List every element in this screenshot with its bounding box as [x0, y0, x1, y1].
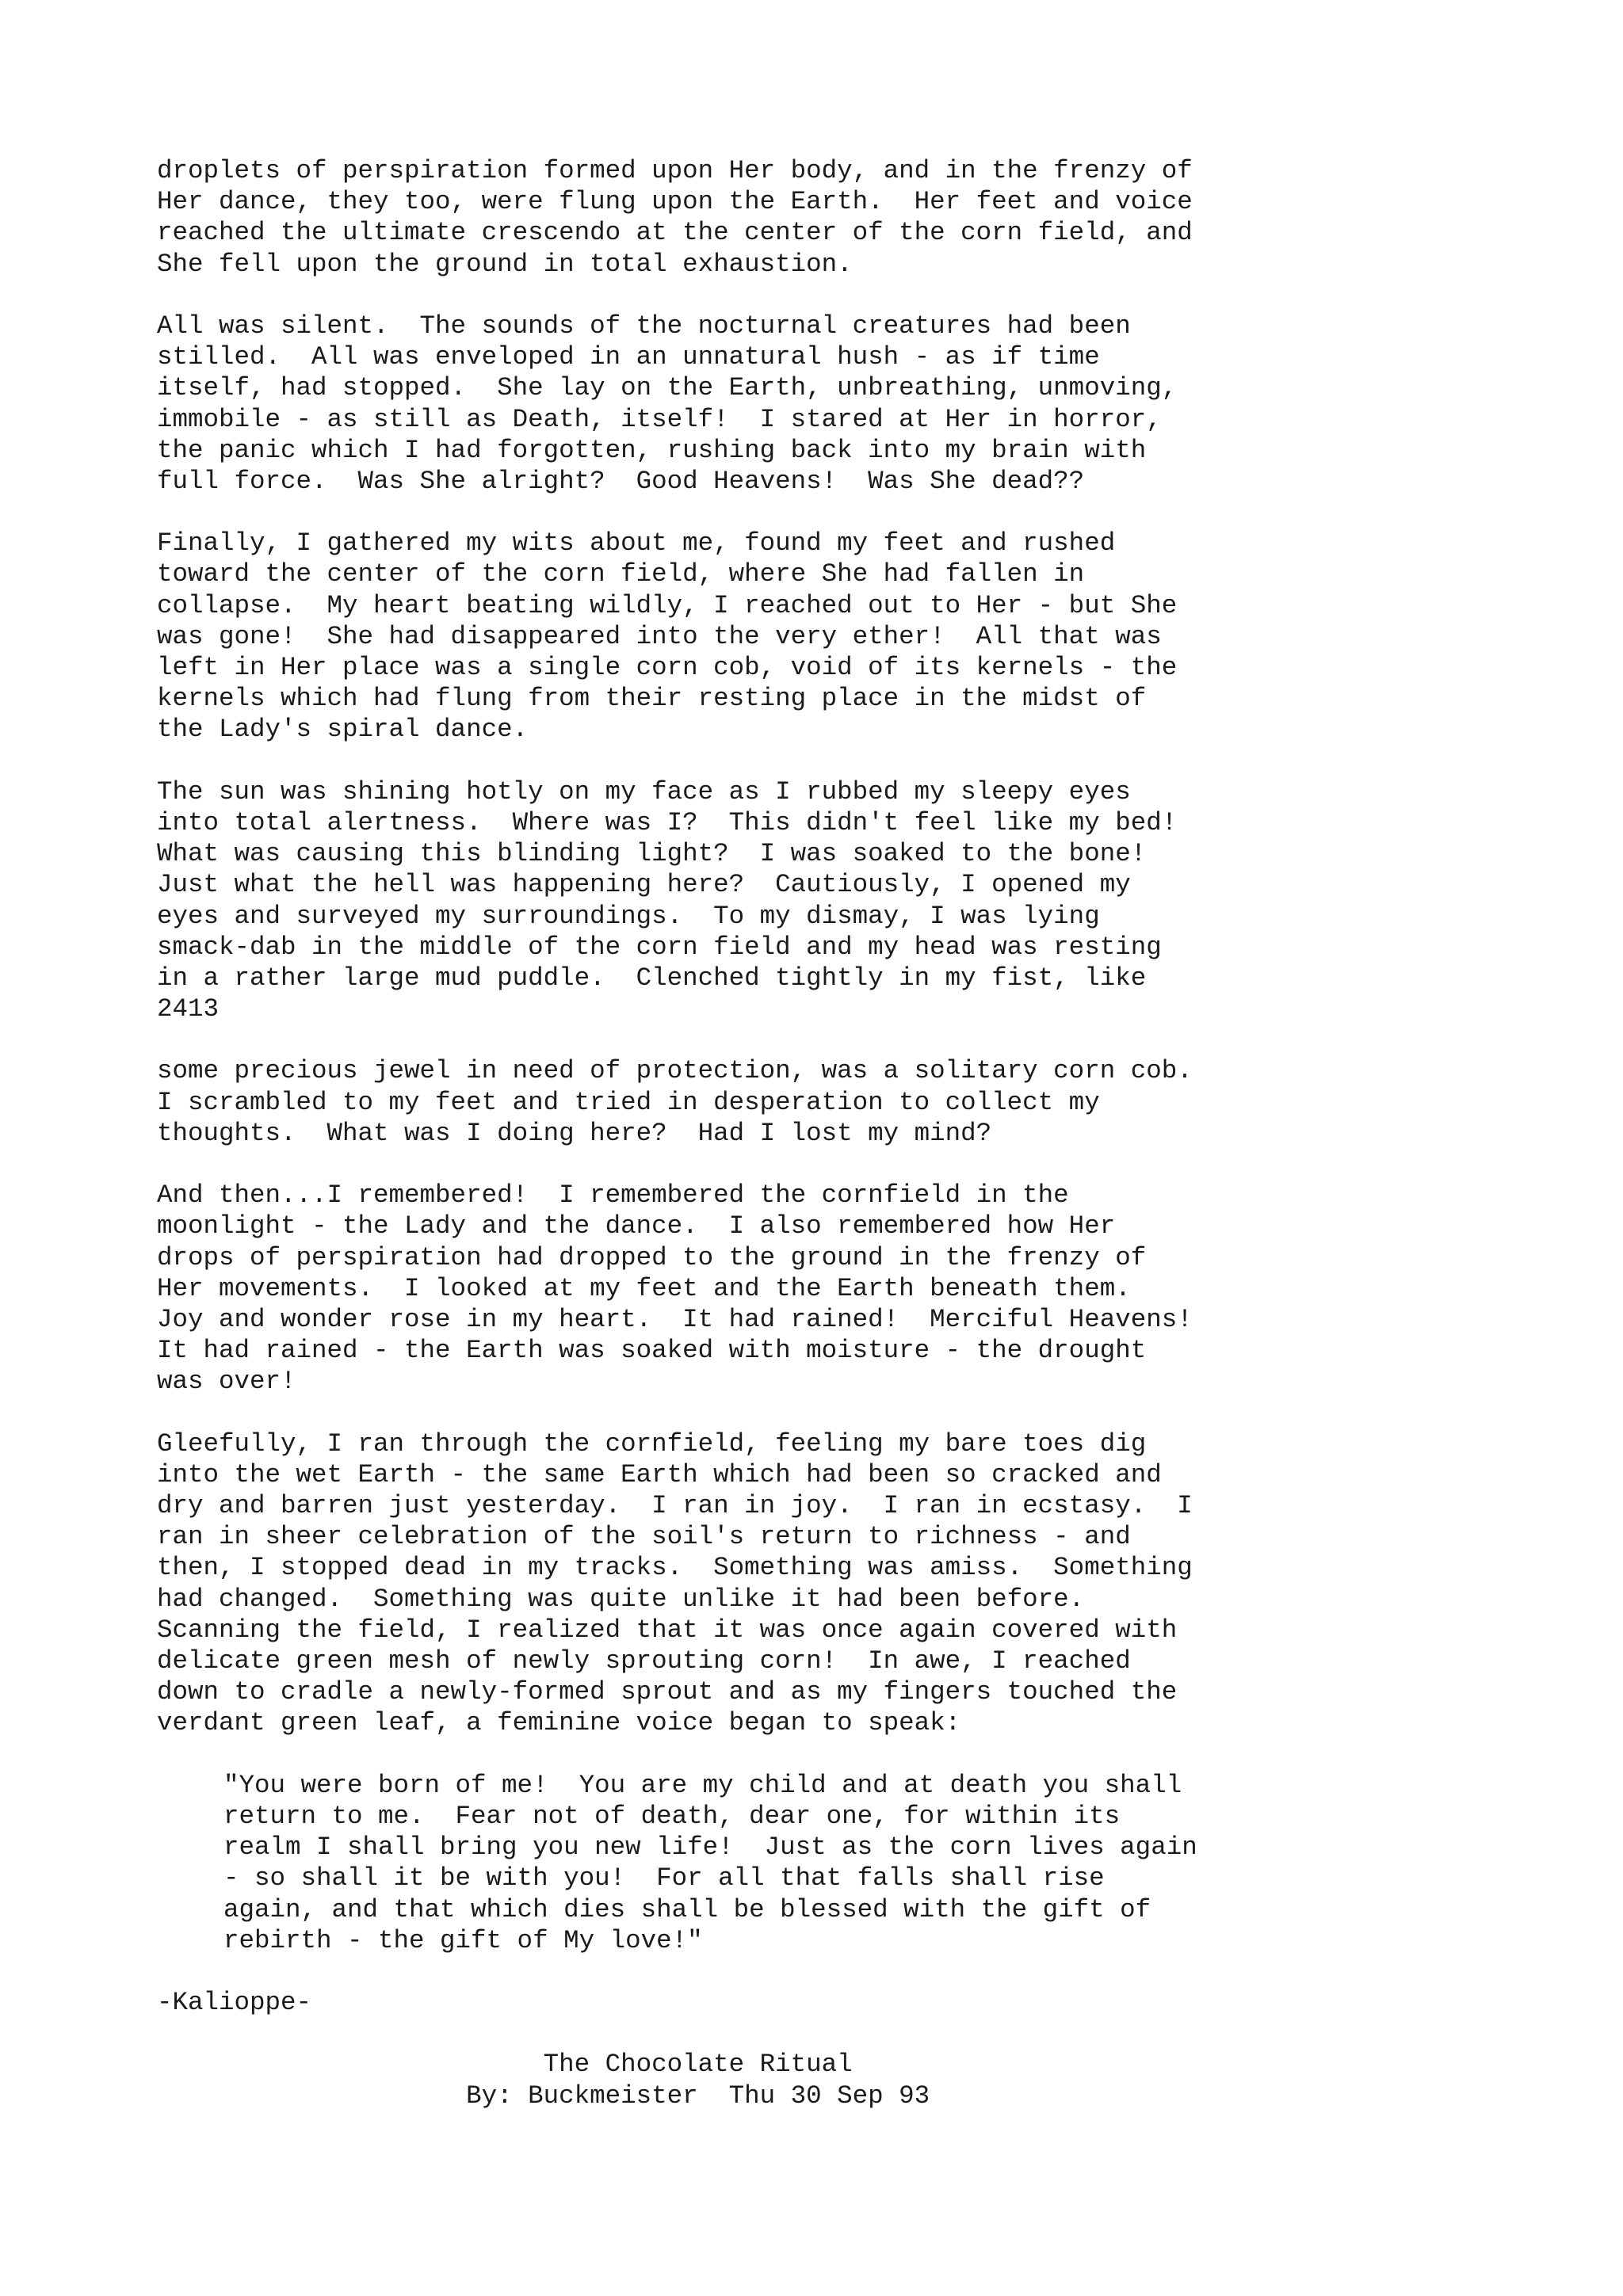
text-line: The sun was shining hotly on my face as I rubbed my sleepy eyes: [157, 776, 1131, 807]
text-line: return to me. Fear not of death, dear one, for within its: [223, 1801, 1121, 1831]
text-line: It had rained - the Earth was soaked with moisture - the drought: [157, 1336, 1147, 1366]
page-number: 2413: [157, 994, 220, 1024]
text-line: The Chocolate Ritual: [157, 2050, 853, 2080]
text-line: left in Her place was a single corn cob, void of its kernels - the: [157, 653, 1178, 682]
text-line: itself, had stopped. She lay on the Earth, unbreathing, unmoving,: [157, 373, 1178, 403]
blank-line: [157, 746, 1583, 776]
paragraph: [157, 1055, 1583, 1149]
text-line: was gone! She had disappeared into the very ether! All that was: [157, 621, 1162, 651]
text-line: realm I shall bring you new life! Just as the corn lives again: [223, 1833, 1197, 1863]
text-line: full force. Was She alright? Good Heavens! Was She dead??: [157, 466, 1085, 496]
text-line: again, and that which dies shall be blessed with the gift of: [223, 1894, 1151, 1924]
blank-line: [157, 1956, 1583, 1987]
text-line: All was silent. The sounds of the nocturnal creatures had been: [157, 311, 1131, 341]
paragraph: [157, 776, 1583, 994]
text-line: into the wet Earth - the same Earth which had been so cracked and: [157, 1459, 1162, 1489]
text-line: -Kalioppe-: [157, 1988, 312, 2018]
text-line: had changed. Something was quite unlike it had been before.: [157, 1584, 1085, 1614]
text-line: ran in sheer celebration of the soil's return to richness - and: [157, 1522, 1131, 1552]
text-line: stilled. All was enveloped in an unnatural hush - as if time: [157, 342, 1100, 372]
text-line: Scanning the field, I realized that it was once again covered with: [157, 1615, 1178, 1645]
paragraph: [157, 155, 1583, 280]
text-line: delicate green mesh of newly sprouting corn! In awe, I reached: [157, 1646, 1131, 1676]
blank-line: [157, 1024, 1583, 1055]
text-line: was over!: [157, 1367, 296, 1397]
text-line: rebirth - the gift of My love!": [223, 1925, 703, 1955]
text-line: - so shall it be with you! For all that falls shall rise: [223, 1863, 1105, 1894]
text-line: Joy and wonder rose in my heart. It had rained! Merciful Heavens!: [157, 1304, 1193, 1334]
quote-block: [157, 1770, 1583, 1956]
paragraph: [157, 311, 1583, 497]
text-line: immobile - as still as Death, itself! I stared at Her in horror,: [157, 404, 1162, 434]
blank-line: [157, 1739, 1583, 1770]
text-line: Her dance, they too, were flung upon the Earth. Her feet and voice: [157, 187, 1193, 217]
text-line: collapse. My heart beating wildly, I reached out to Her - but She: [157, 590, 1178, 620]
text-line: dry and barren just yesterday. I ran in joy. I ran in ecstasy. I: [157, 1491, 1193, 1521]
text-line: some precious jewel in need of protection, was a solitary corn cob.: [157, 1056, 1193, 1086]
document-page: [157, 155, 1583, 2111]
blank-line: [157, 1149, 1583, 1180]
text-line: Gleefully, I ran through the cornfield, feeling my bare toes dig: [157, 1428, 1147, 1459]
text-line: Just what the hell was happening here? Cautiously, I opened my: [157, 870, 1131, 900]
text-line: kernels which had flung from their resting place in the midst of: [157, 684, 1147, 714]
paragraph: [157, 1180, 1583, 1397]
text-line: Her movements. I looked at my feet and the Earth beneath them.: [157, 1273, 1131, 1303]
paragraph: [157, 1428, 1583, 1739]
text-line: I scrambled to my feet and tried in desperation to collect my: [157, 1087, 1100, 1117]
paragraph: [157, 528, 1583, 745]
text-line: eyes and surveyed my surroundings. To my dismay, I was lying: [157, 901, 1100, 931]
blank-line: [157, 497, 1583, 528]
text-line: smack-dab in the middle of the corn field and my head was resting: [157, 932, 1162, 962]
text-line: thoughts. What was I doing here? Had I lost my mind?: [157, 1118, 992, 1148]
text-line: Finally, I gathered my wits about me, found my feet and rushed: [157, 528, 1116, 559]
text-line: drops of perspiration had dropped to the ground in the frenzy of: [157, 1242, 1147, 1272]
text-line: droplets of perspiration formed upon Her body, and in the frenzy of: [157, 156, 1193, 185]
text-line: the panic which I had forgotten, rushing back into my brain with: [157, 435, 1147, 465]
text-line: toward the center of the corn field, where She had fallen in: [157, 559, 1085, 589]
text-line: then, I stopped dead in my tracks. Something was amiss. Something: [157, 1553, 1193, 1583]
blank-line: [157, 1398, 1583, 1428]
text-line: "You were born of me! You are my child and at death you shall: [223, 1770, 1182, 1800]
text-line: verdant green leaf, a feminine voice began to speak:: [157, 1708, 961, 1738]
text-line: the Lady's spiral dance.: [157, 715, 529, 745]
paragraph: [157, 1987, 1583, 2018]
blank-line: [157, 2018, 1583, 2049]
blank-line: [157, 280, 1583, 311]
text-line: moonlight - the Lady and the dance. I also remembered how Her: [157, 1211, 1116, 1241]
text-line: reached the ultimate crescendo at the center of the corn field, and: [157, 218, 1193, 248]
text-line: And then...I remembered! I remembered the cornfield in the: [157, 1180, 1069, 1211]
text-line: What was causing this blinding light? I was soaked to the bone!: [157, 839, 1147, 869]
text-line: She fell upon the ground in total exhaustion.: [157, 249, 853, 279]
paragraph: [157, 2049, 1583, 2111]
text-line: into total alertness. Where was I? This didn't feel like my bed!: [157, 807, 1178, 837]
text-line: down to cradle a newly-formed sprout and as my fingers touched the: [157, 1677, 1178, 1707]
text-line: By: Buckmeister Thu 30 Sep 93: [157, 2081, 930, 2111]
text-line: in a rather large mud puddle. Clenched tightly in my fist, like: [157, 963, 1147, 993]
